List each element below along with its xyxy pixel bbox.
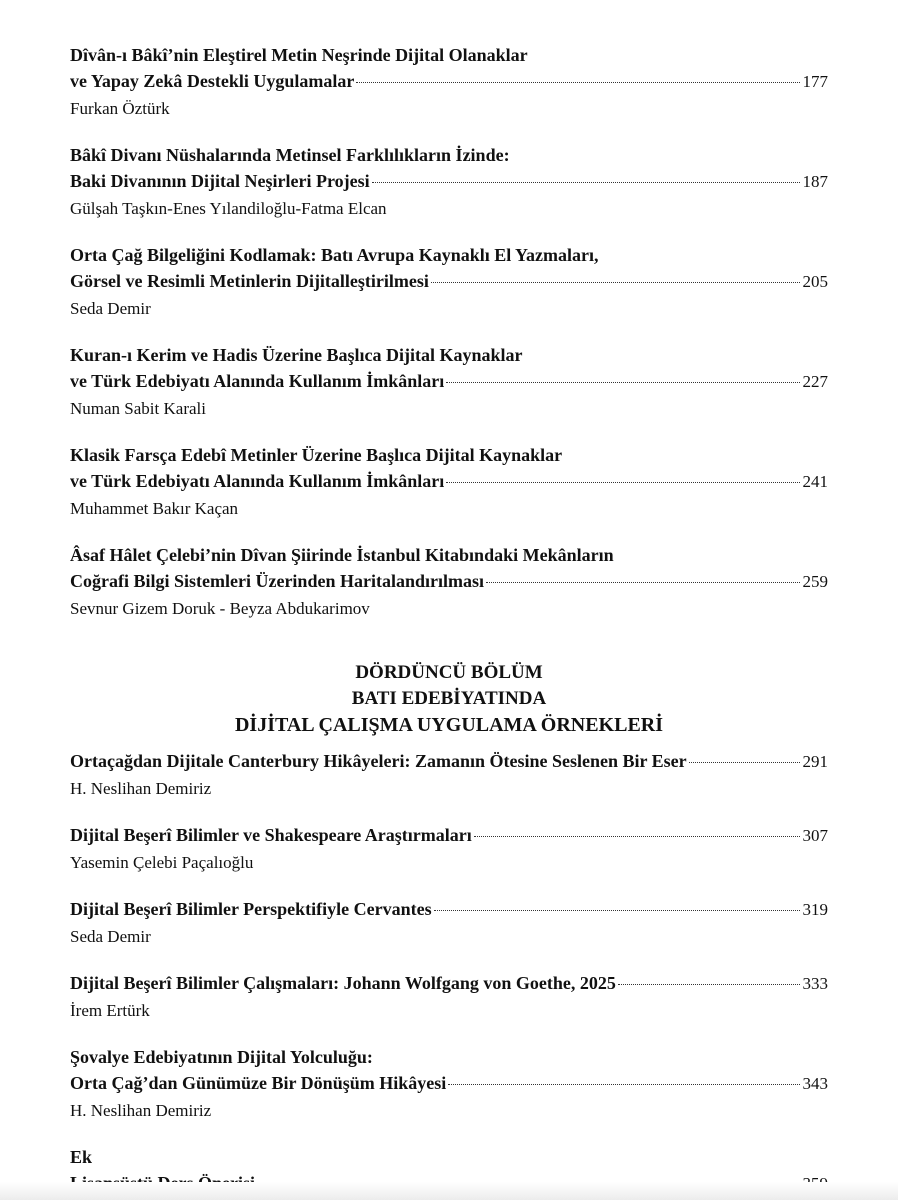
page-number: 319 (802, 900, 828, 919)
page-number: 177 (802, 72, 828, 91)
entry-title-text: Dijital Beşerî Bilimler ve Shakespeare Araştırmaları (70, 825, 472, 845)
entry-author: Muhammet Bakır Kaçan (70, 499, 239, 518)
entry-author: Seda Demir (70, 299, 151, 318)
entry-author: Numan Sabit Karali (70, 399, 206, 418)
toc-group-bottom (70, 748, 828, 1197)
toc-group-top (70, 42, 828, 622)
entry-title-text: ve Türk Edebiyatı Alanında Kullanım İmkânları (70, 371, 445, 391)
toc-entry (70, 242, 828, 322)
entry-title-line: Orta Çağ Bilgeliğini Kodlamak: Batı Avrupa Kaynaklı El Yazmaları, (70, 245, 599, 265)
entry-title-last-line (70, 468, 828, 495)
entry-author: Furkan Öztürk (70, 99, 170, 118)
toc-entry (70, 748, 828, 802)
dot-leader (448, 1084, 799, 1085)
entry-author: H. Neslihan Demiriz (70, 779, 212, 798)
dot-leader (434, 910, 800, 911)
page-number: 333 (802, 974, 828, 993)
dot-leader (689, 762, 800, 763)
entry-title-last-line (70, 68, 828, 95)
table-of-contents (70, 42, 828, 1197)
entry-title-text: Orta Çağ’dan Günümüze Bir Dönüşüm Hikâyesi (70, 1073, 447, 1093)
entry-author: H. Neslihan Demiriz (70, 1101, 212, 1120)
dot-leader (356, 82, 799, 83)
section-heading-line: DÖRDÜNCÜ BÖLÜM (355, 662, 543, 683)
entry-title-text: ve Türk Edebiyatı Alanında Kullanım İmkânları (70, 471, 445, 491)
dot-leader (372, 182, 800, 183)
toc-entry (70, 142, 828, 222)
entry-title-last-line (70, 970, 828, 997)
toc-entry (70, 822, 828, 876)
entry-title-text: Dijital Beşerî Bilimler Perspektifiyle Cervantes (70, 899, 432, 919)
section-heading (70, 660, 828, 738)
entry-title-line: Şovalye Edebiyatının Dijital Yolculuğu: (70, 1047, 373, 1067)
entry-title-last-line (70, 1070, 828, 1097)
entry-title-text: Baki Divanının Dijital Neşirleri Projesi (70, 171, 370, 191)
entry-author: İrem Ertürk (70, 1001, 150, 1020)
entry-title-line: Kuran-ı Kerim ve Hadis Üzerine Başlıca Dijital Kaynaklar (70, 345, 523, 365)
entry-title-last-line (70, 168, 828, 195)
entry-title-line: Dîvân-ı Bâkî’nin Eleştirel Metin Neşrinde Dijital Olanaklar (70, 45, 528, 65)
dot-leader (431, 282, 800, 283)
entry-title-text: ve Yapay Zekâ Destekli Uygulamalar (70, 71, 355, 91)
entry-title-last-line (70, 896, 828, 923)
toc-entry (70, 442, 828, 522)
dot-leader (486, 582, 800, 583)
entry-title-last-line (70, 268, 828, 295)
entry-author: Yasemin Çelebi Paçalıoğlu (70, 853, 254, 872)
dot-leader (446, 482, 799, 483)
page-number: 259 (802, 572, 828, 591)
toc-entry (70, 342, 828, 422)
entry-title-last-line (70, 748, 828, 775)
page-number: 227 (802, 372, 828, 391)
entry-title-last-line (70, 568, 828, 595)
page-bottom-shadow (0, 1182, 898, 1200)
entry-title-line: Klasik Farsça Edebî Metinler Üzerine Başlıca Dijital Kaynaklar (70, 445, 563, 465)
entry-title-text: Görsel ve Resimli Metinlerin Dijitalleştirilmesi (70, 271, 429, 291)
toc-entry (70, 42, 828, 122)
entry-author: Seda Demir (70, 927, 151, 946)
section-heading-line: DİJİTAL ÇALIŞMA UYGULAMA ÖRNEKLERİ (234, 714, 664, 736)
toc-entry (70, 542, 828, 622)
toc-entry (70, 1044, 828, 1124)
page-number: 241 (802, 472, 828, 491)
dot-leader (618, 984, 800, 985)
entry-title-line: Bâkî Divanı Nüshalarında Metinsel Farklılıkların İzinde: (70, 145, 510, 165)
entry-title-line: Âsaf Hâlet Çelebi’nin Dîvan Şiirinde İstanbul Kitabındaki Mekânların (70, 545, 614, 565)
entry-title-last-line (70, 368, 828, 395)
page-number: 291 (802, 752, 828, 771)
toc-entry (70, 896, 828, 950)
page-number: 307 (802, 826, 828, 845)
entry-title-last-line (70, 822, 828, 849)
toc-entry (70, 970, 828, 1024)
dot-leader (446, 382, 799, 383)
entry-title-line: Ek (70, 1147, 93, 1167)
entry-title-text: Coğrafi Bilgi Sistemleri Üzerinden Haritalandırılması (70, 571, 484, 591)
page-number: 343 (802, 1074, 828, 1093)
section-heading-line: BATI EDEBİYATINDA (351, 688, 547, 709)
page-number: 205 (802, 272, 828, 291)
entry-title-text: Dijital Beşerî Bilimler Çalışmaları: Johann Wolfgang von Goethe, 2025 (70, 973, 616, 993)
page-number: 187 (802, 172, 828, 191)
entry-title-text: Ortaçağdan Dijitale Canterbury Hikâyeleri: Zamanın Ötesine Seslenen Bir Eser (70, 751, 687, 771)
entry-author: Sevnur Gizem Doruk - Beyza Abdukarimov (70, 599, 370, 618)
dot-leader (474, 836, 800, 837)
entry-author: Gülşah Taşkın-Enes Yılandiloğlu-Fatma Elcan (70, 199, 387, 218)
